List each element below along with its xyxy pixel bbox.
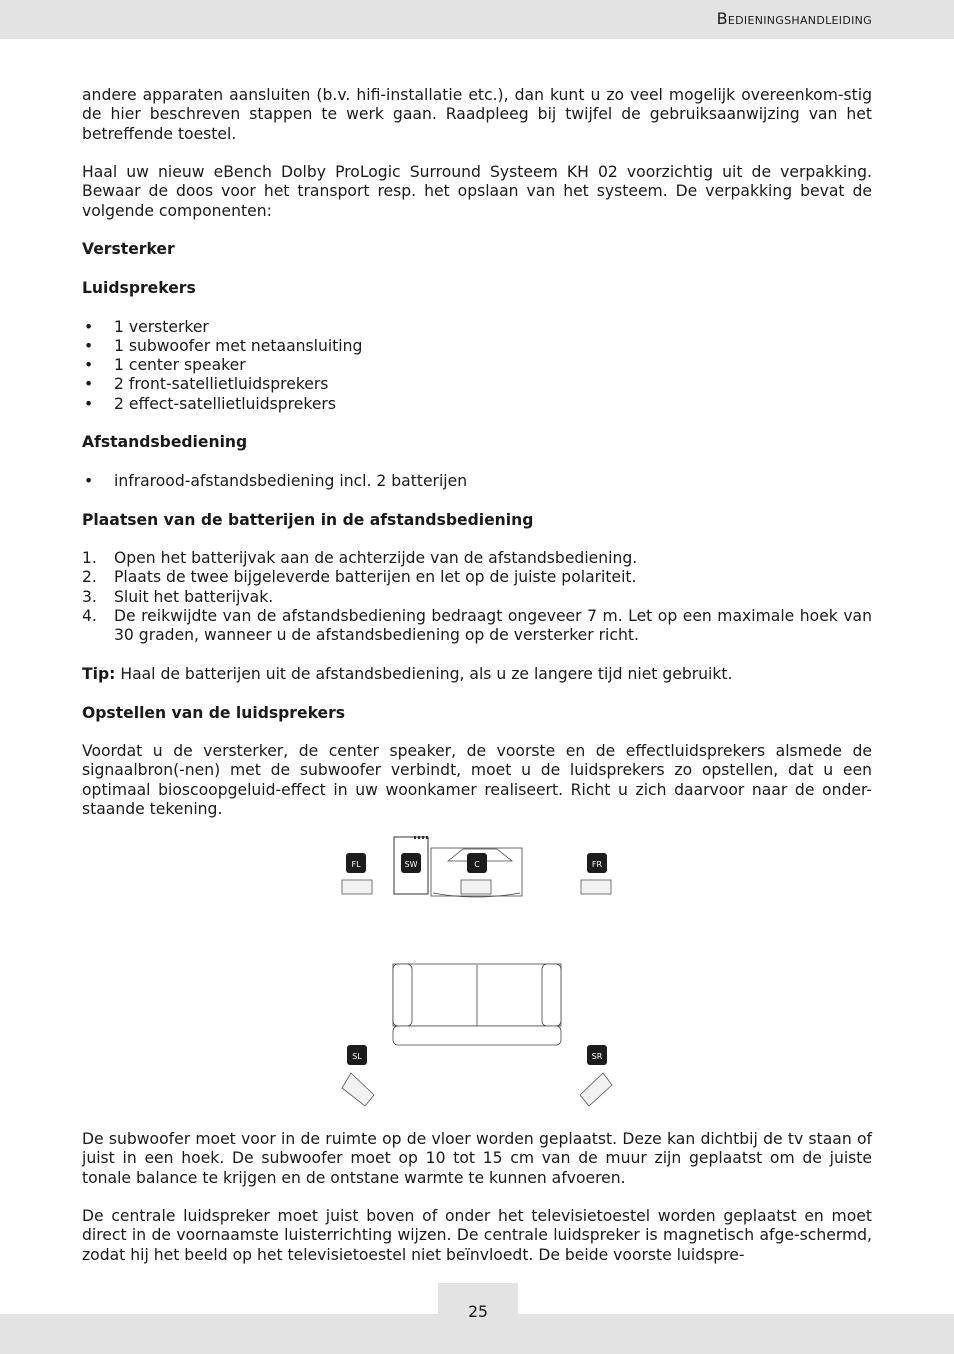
sl-label: SL (352, 1052, 362, 1061)
tip-label: Tip: (82, 664, 116, 683)
subwoofer-paragraph: De subwoofer moet voor in de ruimte op de vloer worden geplaatst. Deze kan dichtbij de tv staan of juist in een hoek. De subwoofer moet op 10 tot 15 cm van de muur zijn geplaatst om de juiste tonale balance te krijgen en de ontstane warmte te kunnen afvoeren. (82, 1130, 872, 1187)
speaker-placement-diagram (330, 828, 630, 1113)
sw-label: SW (404, 860, 418, 869)
c-label: C (474, 860, 480, 869)
tip-paragraph (82, 665, 872, 684)
heading-setup: Opstellen van de luidsprekers (82, 703, 346, 722)
heading-batteries: Plaatsen van de batterijen in de afstandsbediening (82, 510, 534, 529)
speaker-list (82, 318, 872, 414)
list-item: • 2 front-satellietluidsprekers (84, 375, 329, 394)
sr-label: SR (591, 1052, 603, 1061)
list-item: • 1 center speaker (84, 356, 246, 375)
remote-list (82, 472, 872, 491)
fr-label: FR (591, 860, 603, 869)
page-number-box (438, 1283, 518, 1354)
heading-remote: Afstandsbediening (82, 433, 248, 452)
heading-speakers: Luidsprekers (82, 278, 196, 297)
tip-text: Haal de batterijen uit de afstandsbediening, als u ze langere tijd niet gebruikt. (115, 664, 733, 683)
list-item: • 1 subwoofer met netaansluiting (84, 336, 363, 355)
page-number: 25 (468, 1303, 488, 1321)
list-item: • 1 versterker (84, 317, 209, 336)
heading-amplifier: Versterker (82, 240, 175, 259)
list-item: 1. Open het batterijvak aan de achterzijde van de afstandsbediening. (82, 549, 638, 568)
fl-label: FL (351, 860, 361, 869)
bullet-icon: • (84, 317, 94, 336)
bullet-icon: • (84, 356, 94, 375)
bullet-icon: • (84, 375, 94, 394)
bullet-icon: • (84, 336, 94, 355)
header-bar (0, 0, 954, 39)
bullet-icon: • (84, 471, 94, 490)
after-diagram-content (82, 1130, 872, 1265)
list-item: 4. De reikwijdte van de afstandsbediening bedraagt ongeveer 7 m. Let op een maximale hoek van 30 graden, wanneer u de afstandsbediening op de versterker richt. (82, 607, 872, 645)
surround-left-speaker (342, 1073, 374, 1106)
list-item: 3. Sluit het batterijvak. (82, 587, 274, 606)
sofa (393, 964, 561, 1045)
setup-paragraph: Voordat u de versterker, de center speaker, de voorste en de effectluidsprekers alsmede de signaalbron(-nen) met de subwoofer verbindt, moet u de luidsprekers zo opstellen, dat u een optimaal bioscoopgeluid-effect in uw woonkamer realiseert. Richt u zich daarvoor naar de onder-staande tekening. (82, 742, 872, 818)
front-left-speaker (342, 880, 372, 894)
list-item: • infrarood-afstandsbediening incl. 2 batterijen (84, 471, 468, 490)
center-speaker (461, 880, 491, 894)
bullet-icon: • (84, 394, 94, 413)
main-content (82, 86, 872, 819)
intro-paragraph-2: Haal uw nieuw eBench Dolby ProLogic Surround Systeem KH 02 voorzichtig uit de verpakking. Bewaar de doos voor het transport resp. het opslaan van het systeem. De verpakking bevat de volgende componenten: (82, 163, 872, 220)
surround-right-speaker (580, 1073, 612, 1106)
header-title: Bedieningshandleiding (716, 9, 872, 28)
battery-steps (82, 549, 872, 645)
intro-paragraph-1: andere apparaten aansluiten (b.v. hifi-installatie etc.), dan kunt u zo veel mogelijk overeenkom-stig de hier beschreven stappen te werk gaan. Raadpleeg bij twijfel de gebruiksaanwijzing van het betreffende toestel. (82, 86, 872, 143)
front-right-speaker (581, 880, 611, 894)
center-speaker-paragraph: De centrale luidspreker moet juist boven of onder het televisietoestel worden geplaatst en moet direct in de voornaamste luisterrichting wijzen. De centrale luidspreker is magnetisch afge-schermd, zodat hij het beeld op het televisietoestel niet beïnvloedt. De beide voorste luidspre- (82, 1207, 872, 1264)
list-item: • 2 effect-satellietluidsprekers (84, 394, 336, 413)
list-item: 2. Plaats de twee bijgeleverde batterijen en let op de juiste polariteit. (82, 568, 637, 587)
